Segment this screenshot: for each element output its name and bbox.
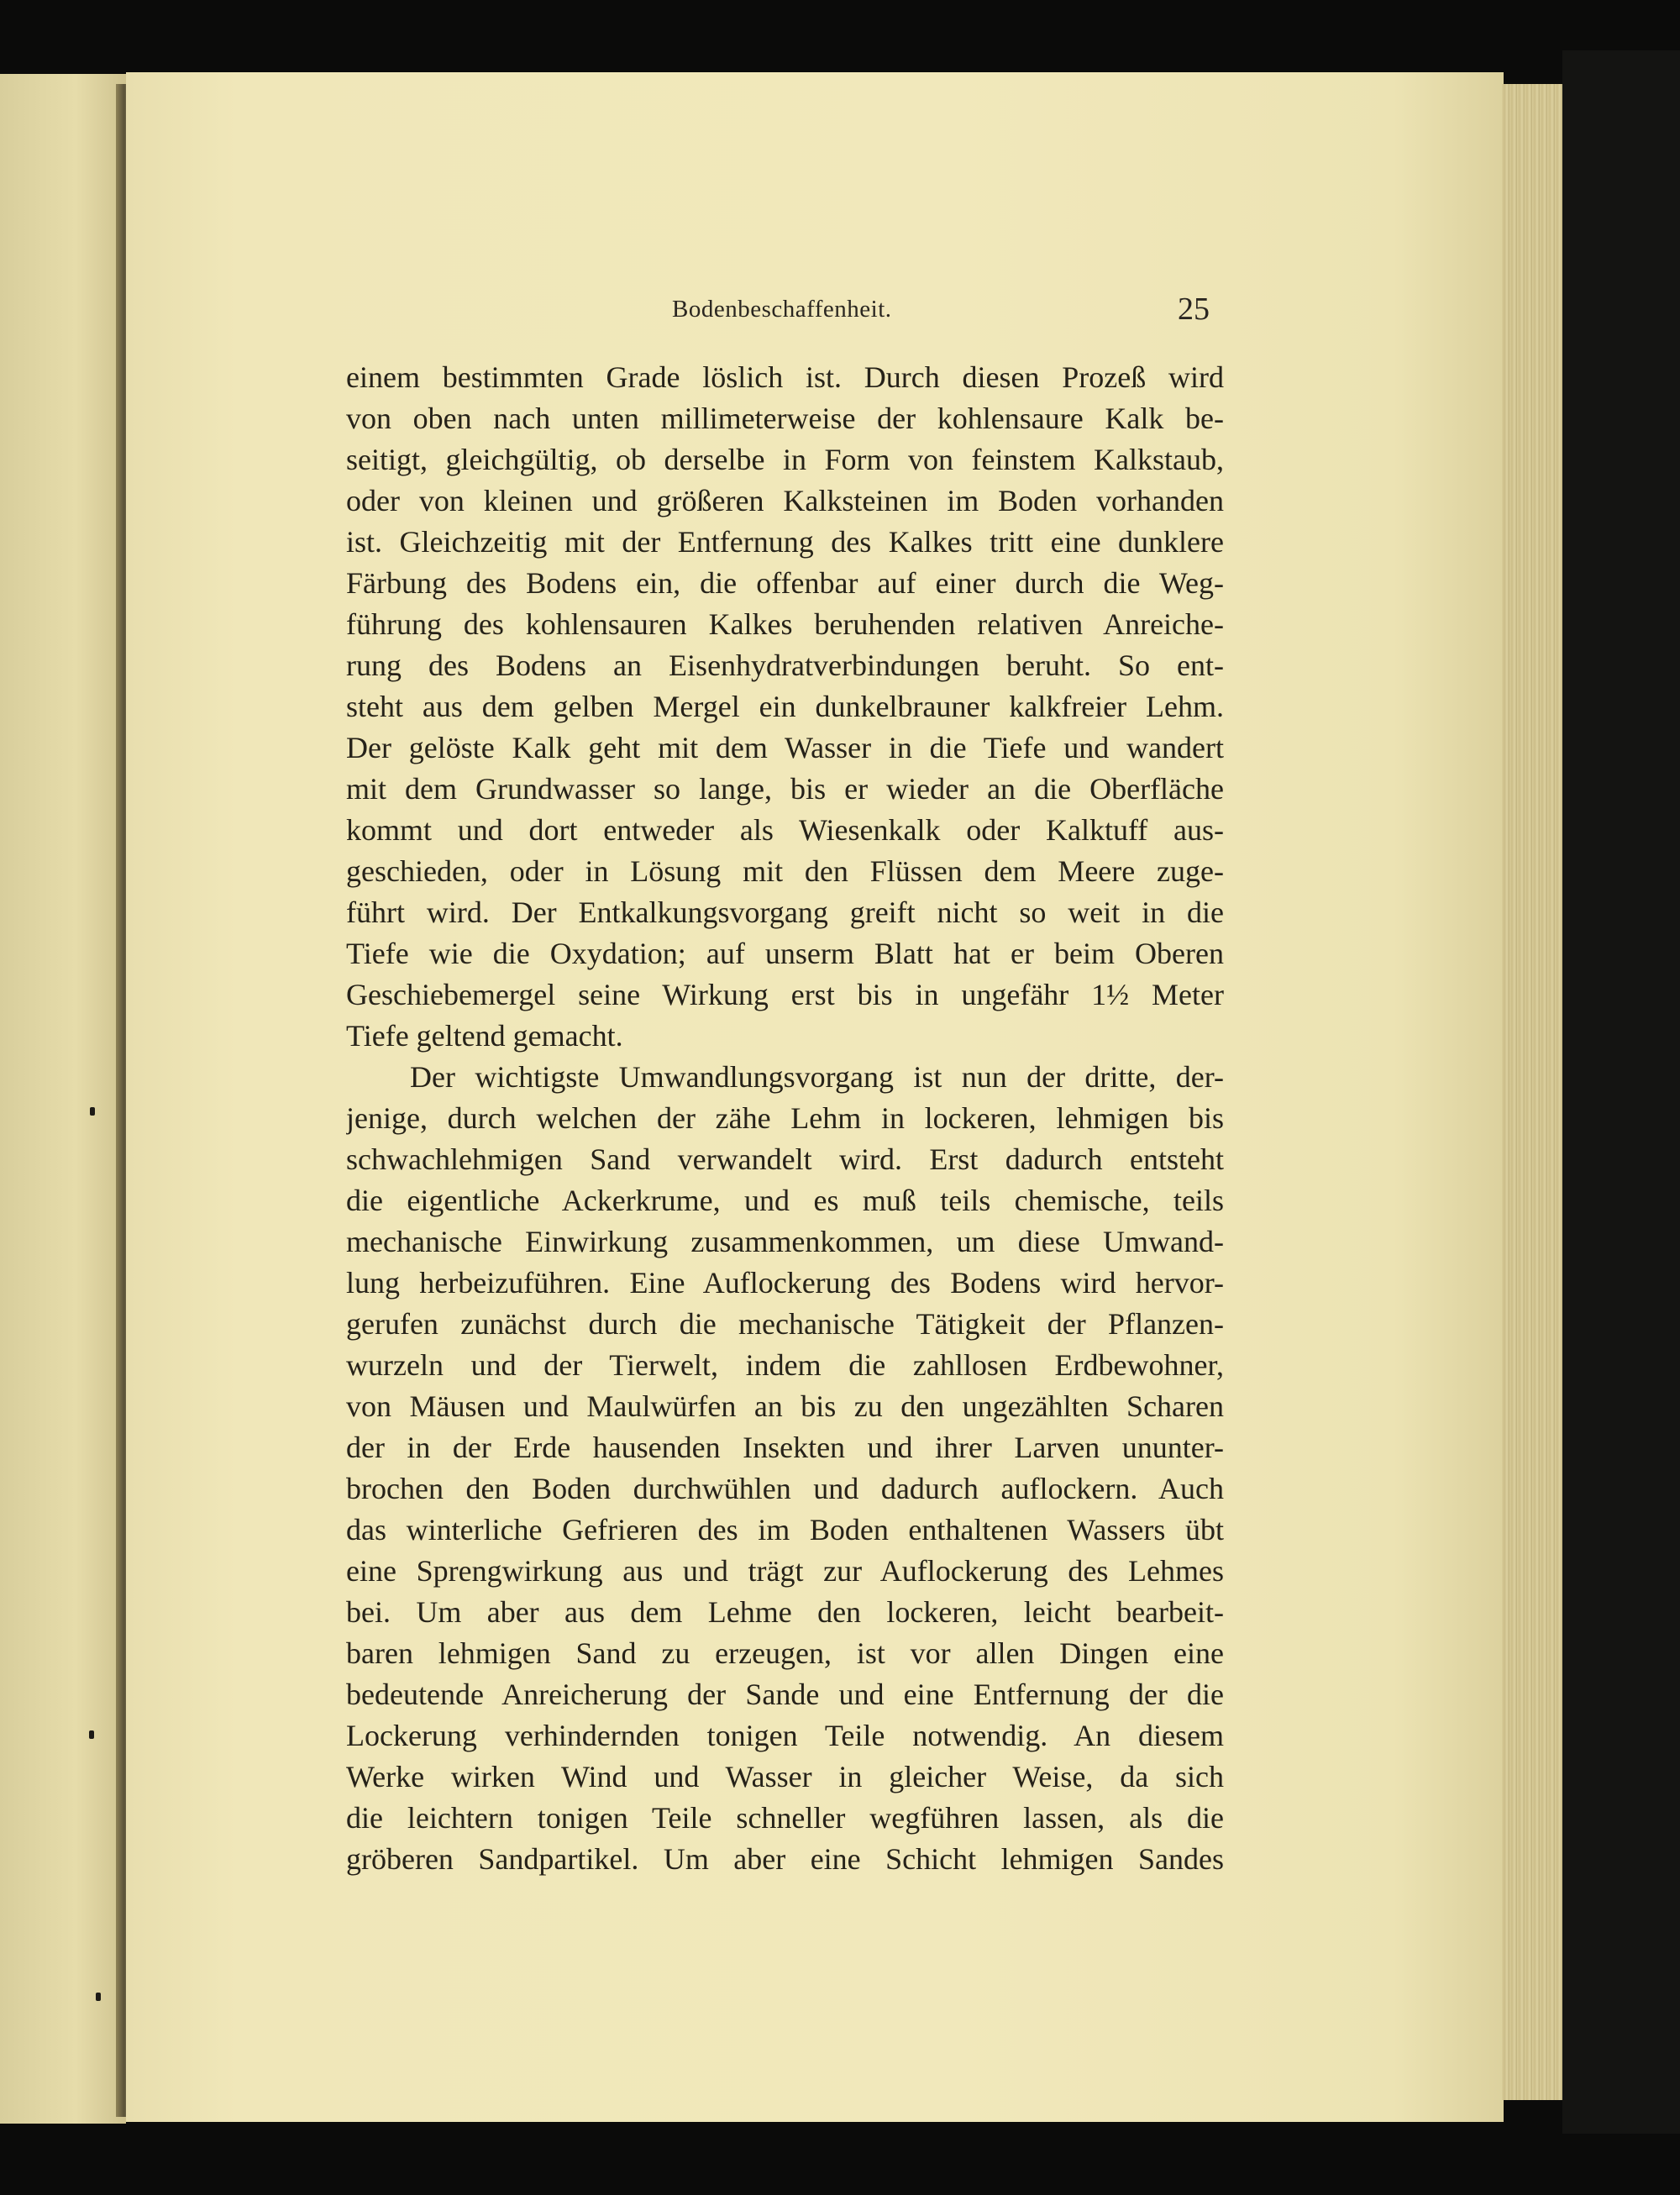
text-line: Lockerung verhindernden tonigen Teile notwendig. An diesem (346, 1719, 1224, 1752)
text-line: einem bestimmten Grade löslich ist. Durch diesen Prozeß wird (346, 360, 1224, 394)
text-line: gröberen Sandpartikel. Um aber eine Schicht lehmigen Sandes (346, 1842, 1224, 1876)
paragraph-start-line: Der wichtigste Umwandlungsvorgang ist nun der dritte, der- (410, 1060, 1224, 1094)
text-line: bei. Um aber aus dem Lehme den lockeren, leicht bearbeit- (346, 1595, 1224, 1629)
text-line: das winterliche Gefrieren des im Boden enthaltenen Wassers übt (346, 1513, 1224, 1546)
text-line: mechanische Einwirkung zusammenkommen, um diese Umwand- (346, 1225, 1224, 1258)
text-line: geschieden, oder in Lösung mit den Flüssen dem Meere zuge- (346, 854, 1224, 888)
text-line: steht aus dem gelben Mergel ein dunkelbrauner kalkfreier Lehm. (346, 690, 1224, 723)
text-line: führt wird. Der Entkalkungsvorgang greift nicht so weit in die (346, 895, 1224, 929)
text-line: die eigentliche Ackerkrume, und es muß teils chemische, teils (346, 1184, 1224, 1217)
text-line: lung herbeizuführen. Eine Auflockerung des Bodens wird hervor- (346, 1266, 1224, 1300)
text-line: eine Sprengwirkung aus und trägt zur Auflockerung des Lehmes (346, 1554, 1224, 1588)
text-line: die leichtern tonigen Teile schneller wegführen lassen, als die (346, 1801, 1224, 1835)
text-line: von oben nach unten millimeterweise der kohlensaure Kalk be- (346, 402, 1224, 435)
text-line: schwachlehmigen Sand verwandelt wird. Erst dadurch entsteht (346, 1142, 1224, 1176)
page-number: 25 (1178, 291, 1210, 327)
margin-mark (96, 1993, 101, 2001)
text-line: mit dem Grundwasser so lange, bis er wieder an die Oberfläche (346, 772, 1224, 806)
margin-mark (89, 1730, 94, 1739)
text-line: Geschiebemergel seine Wirkung erst bis in ungefähr 1½ Meter (346, 978, 1224, 1011)
text-line: bedeutende Anreicherung der Sande und eine Entfernung der die (346, 1678, 1224, 1711)
left-page-margin (0, 74, 126, 2124)
text-line: Tiefe wie die Oxydation; auf unserm Blatt hat er beim Oberen (346, 937, 1224, 970)
text-line: ist. Gleichzeitig mit der Entfernung des Kalkes tritt eine dunklere (346, 525, 1224, 559)
running-head: Bodenbeschaffenheit. (672, 296, 892, 323)
text-line: oder von kleinen und größeren Kalksteinen im Boden vorhanden (346, 484, 1224, 517)
text-line: baren lehmigen Sand zu erzeugen, ist vor allen Dingen eine (346, 1636, 1224, 1670)
body-text (346, 357, 1224, 1880)
text-line: Werke wirken Wind und Wasser in gleicher Weise, da sich (346, 1760, 1224, 1793)
text-line: kommt und dort entweder als Wiesenkalk oder Kalktuff aus- (346, 813, 1224, 847)
text-line: rung des Bodens an Eisenhydratverbindungen beruht. So ent- (346, 649, 1224, 682)
page-stack-edge (1502, 84, 1562, 2100)
text-line: wurzeln und der Tierwelt, indem die zahllosen Erdbewohner, (346, 1348, 1224, 1382)
text-line: Färbung des Bodens ein, die offenbar auf einer durch die Weg- (346, 566, 1224, 600)
book-cover (1562, 50, 1680, 2134)
text-line: von Mäusen und Maulwürfen an bis zu den ungezählten Scharen (346, 1389, 1224, 1423)
margin-mark (90, 1107, 95, 1116)
text-line: gerufen zunächst durch die mechanische Tätigkeit der Pflanzen- (346, 1307, 1224, 1341)
text-line: der in der Erde hausenden Insekten und ihrer Larven ununter- (346, 1431, 1224, 1464)
text-line: Der gelöste Kalk geht mit dem Wasser in die Tiefe und wandert (346, 731, 1224, 764)
text-line: brochen den Boden durchwühlen und dadurch auflockern. Auch (346, 1472, 1224, 1505)
text-line: Tiefe geltend gemacht. (346, 1019, 623, 1053)
text-line: seitigt, gleichgültig, ob derselbe in Form von feinstem Kalkstaub, (346, 443, 1224, 476)
text-line: führung des kohlensauren Kalkes beruhenden relativen Anreiche- (346, 607, 1224, 641)
text-line: jenige, durch welchen der zähe Lehm in lockeren, lehmigen bis (346, 1101, 1224, 1135)
